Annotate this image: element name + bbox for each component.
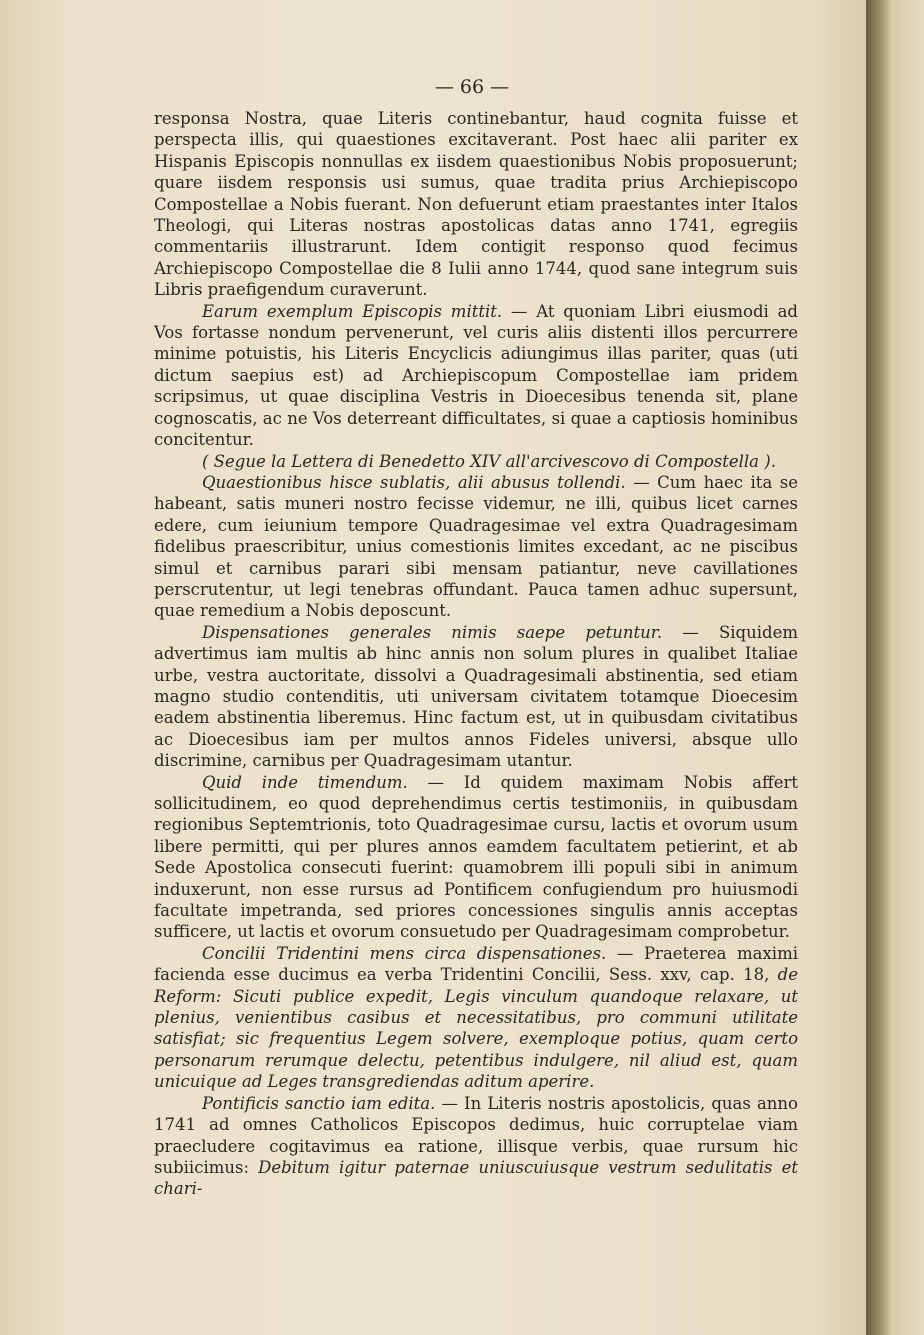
text-segment: — Cum haec ita se habeant, satis muneri nostro fecisse videmur, ne illi, quibus licet carnes edere, cum ieiunium tempore Quadragesimae vel extra Quadragesimam fidelibus praescribitur, unius comestionis limites excedant, ac ne piscibus simul et carnibus parari sibi mensam patiantur, neve cavillationes perscrutentur, ut legi tenebras offundant. Pauca tamen adhuc supersunt, quae remedium a Nobis deposcunt. <box>154 472 798 621</box>
paragraph <box>154 1093 798 1200</box>
italic-text: Pontificis sanctio iam edita. <box>202 1093 436 1113</box>
book-spine-edge <box>866 0 924 1335</box>
text-segment: responsa Nostra, quae Literis continebantur, haud cognita fuisse et perspecta illis, qui quaestiones excitaverant. Post haec alii pariter ex Hispanis Episcopis nonnullas ex iisdem quaestionibus Nobis proposuerunt; quare iisdem responsis usi sumus, quae tradita prius Archiepiscopo Compostellae a Nobis fuerant. Non defuerunt etiam praestantes inter Italos Theologi, qui Literas nostras apostolicas datas anno 1741, egregiis commentariis illustrarunt. Idem contigit responso quod fecimus Archiepiscopo Compostellae die 8 Iulii anno 1744, quod sane integrum suis Libris praefigendum curaverunt. <box>154 109 798 300</box>
text-segment: — Id quidem maximam Nobis affert sollicitudinem, eo quod deprehendimus certis testimoniis, in quibusdam regionibus Septemtrionis, toto Quadragesimae cursu, lactis et ovorum usum libere permitti, qui per plures annos eamdem facultatem petierint, et ab Sede Apostolica consecuti fuerint: quamobrem illi populi sibi in animum induxerunt, non esse rursus ad Pontificem confugiendum pro huiusmodi facultate impetranda, sed priores concessiones singulis annis acceptas sufficere, ut lactis et ovorum consuetudo per Quadragesimam comprobetur. <box>154 772 798 942</box>
text-segment: — Siquidem advertimus iam multis ab hinc annis non solum plures in qualibet Italiae urbe, vestra auctoritate, dissolvi a Quadragesimali abstinentia, sed etiam magno studio contenditis, uti universam civitatem totamque Dioecesim eadem abstinentia liberemus. Hinc factum est, ut in quibusdam civitatibus ac Dioecesibus iam per multos annos Fideles universi, absque ullo discrimine, carnibus per Quadragesimam utantur. <box>154 622 798 771</box>
text-segment: — Praeterea maximi facienda esse ducimus ea verba Tridentini Concilii, Sess. xxv, cap. 18, <box>154 943 799 985</box>
paragraph <box>154 108 798 301</box>
paragraph <box>154 622 798 772</box>
italic-text: de Reform: Sicuti publice expedit, Legis vinculum quandoque relaxare, ut plenius, venientibus casibus et necessitatibus, pro communi utilitate satisfiat; sic frequentius Legem solvere, exemploque potius, quam certo personarum rerumque delectu, petentibus indulgere, nil aliud est, quam unicuique ad Leges transgrediendas aditum aperire. <box>154 965 798 1092</box>
italic-text: Earum exemplum Episcopis mittit. <box>202 301 503 321</box>
paragraph <box>154 943 798 1093</box>
paragraph <box>154 451 798 472</box>
text-segment: — At quoniam Libri eiusmodi ad Vos fortasse nondum pervenerunt, vel curis aliis distenti illos percurrere minime potuistis, his Literis Encyclicis adiungimus illas pariter, quas (uti dictum saepius est) ad Archiepiscopum Compostellae iam pridem scripsimus, ut quae disciplina Vestris in Dioecesibus tenenda sit, plane cognoscatis, ac ne Vos deterreant difficultates, si quae a captiosis hominibus concitentur. <box>154 301 798 450</box>
italic-text: Concilii Tridentini mens circa dispensationes. <box>202 943 607 963</box>
italic-text: Dispensationes generales nimis saepe petuntur. <box>202 622 663 642</box>
paragraph <box>154 301 798 451</box>
body-text <box>154 108 798 1200</box>
italic-text: Debitum igitur paternae uniuscuiusque vestrum sedulitatis et chari- <box>154 1157 798 1199</box>
italic-text: ( Segue la Lettera di Benedetto XIV all'arcivescovo di Compostella ). <box>202 451 776 471</box>
text-segment: — In Literis nostris apostolicis, quas anno 1741 ad omnes Catholicos Episcopos dedimus, huic corruptelae viam praecludere cogitavimus ea ratione, illisque verbis, quae rursum hic subiicimus: <box>154 1093 798 1177</box>
page-number: — 66 — <box>434 76 510 98</box>
italic-text: Quid inde timendum. <box>202 772 408 792</box>
italic-text: Quaestionibus hisce sublatis, alii abusus tollendi. <box>202 472 626 492</box>
paragraph <box>154 472 798 622</box>
paragraph <box>154 772 798 943</box>
